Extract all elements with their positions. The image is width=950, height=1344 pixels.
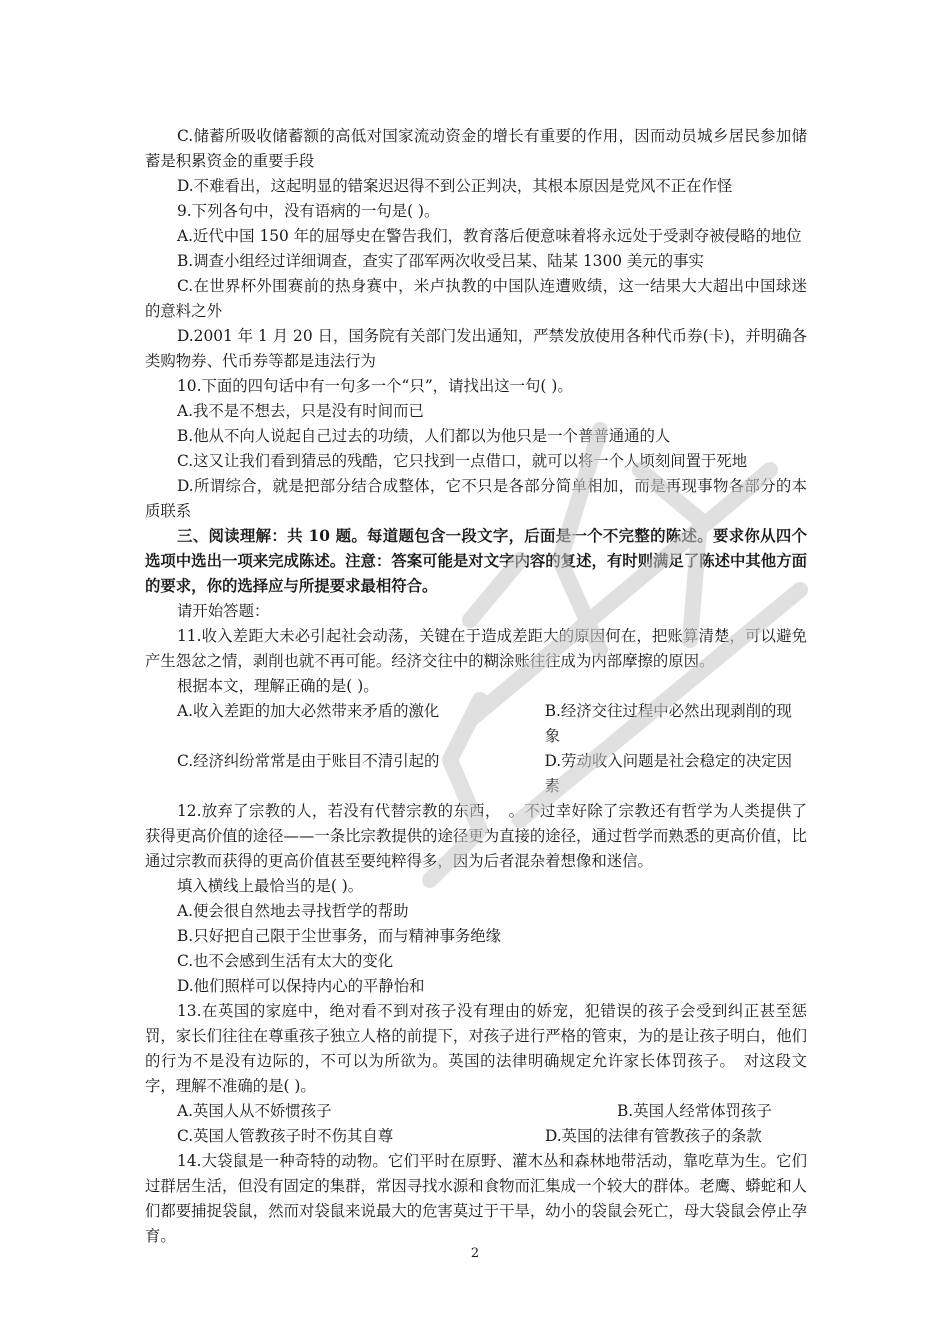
q12-prompt: 填入横线上最恰当的是( )。	[177, 877, 364, 895]
q11-option-a: A.收入差距的加大必然带来矛盾的激化	[177, 702, 440, 720]
q10-option-d: D.所谓综合，就是把部分结合成整体，它不只是各部分简单相加，而是再现事物各部分的本质联系	[145, 477, 807, 520]
q12-option-a: A.便会很自然地去寻找哲学的帮助	[177, 902, 409, 920]
q11-option-b: B.经济交往过程中必然出现剥削的现象	[544, 702, 792, 745]
q13-options-row-2	[145, 1124, 807, 1149]
q13-option-c: C.英国人管教孩子时不伤其自尊	[177, 1127, 394, 1145]
question-12: 12.放弃了宗教的人，若没有代替宗教的东西， 。不过幸好除了宗教还有哲学为人类提供了获得更高价值的途径——一条比宗教提供的途径更为直接的途径，通过哲学而熟悉的更高价值，比通过宗教而获得的更高价值甚至要纯粹得多，因为后者混杂着想像和迷信。	[145, 802, 807, 870]
q9-option-c: C.在世界杯外围赛前的热身赛中，米卢执教的中国队连遭败绩，这一结果大大超出中国球迷的意料之外	[145, 277, 807, 320]
q13-option-d: D.英国的法律有管教孩子的条款	[545, 1127, 762, 1145]
q13-options-row-1	[145, 1099, 807, 1124]
question-13: 13.在英国的家庭中，绝对看不到对孩子没有理由的娇宠，犯错误的孩子会受到纠正甚至惩罚，家长们往往在尊重孩子独立人格的前提下，对孩子进行严格的管束，为的是让孩子明白，他们的行为不是没有边际的，不可以为所欲为。英国的法律明确规定允许家长体罚孩子。 对这段文字，理解不准确的是( )。	[145, 1002, 807, 1095]
q11-prompt: 根据本文，理解正确的是( )。	[177, 677, 379, 695]
q11-option-c: C.经济纠纷常常是由于账目不清引起的	[177, 752, 440, 770]
q11-options-row-1	[145, 699, 807, 749]
q8-option-c: C.储蓄所吸收储蓄额的高低对国家流动资金的增长有重要的作用，因而动员城乡居民参加储蓄是积累资金的重要手段	[145, 127, 807, 170]
q9-option-b: B.调查小组经过详细调查，查实了邵军两次收受吕某、陆某 1300 美元的事实	[177, 252, 704, 270]
q10-option-c: C.这又让我们看到猜忌的残酷，它只找到一点借口，就可以将一个人顷刻间置于死地	[177, 452, 748, 470]
q12-option-d: D.他们照样可以保持内心的平静怡和	[177, 977, 425, 995]
q9-option-d: D.2001 年 1 月 20 日，国务院有关部门发出通知，严禁发放使用各种代币券(卡)，并明确各类购物券、代币券等都是违法行为	[145, 327, 807, 370]
question-14: 14.大袋鼠是一种奇特的动物。它们平时在原野、灌木丛和森林地带活动，靠吃草为生。它们过群居生活，但没有固定的集群，常因寻找水源和食物而汇集成一个较大的群体。老鹰、蟒蛇和人们都要捕捉袋鼠，然而对袋鼠来说最大的危害莫过于干旱，幼小的袋鼠会死亡，母大袋鼠会停止孕育。	[145, 1152, 807, 1245]
q12-option-b: B.只好把自己限于尘世事务，而与精神事务绝缘	[177, 927, 502, 945]
q9-option-a: A.近代中国 150 年的屈辱史在警告我们，教育落后便意味着将永远处于受剥夺被侵略的地位	[177, 227, 802, 245]
q11-option-d: D.劳动收入问题是社会稳定的决定因素	[544, 752, 792, 795]
q8-option-d: D.不难看出，这起明显的错案迟迟得不到公正判决，其根本原因是党风不正在作怪	[177, 177, 733, 195]
question-10: 10.下面的四句话中有一句多一个“只”，请找出这一句( )。	[177, 377, 573, 395]
section-3-heading: 三、阅读理解：共 10 题。每道题包含一段文字，后面是一个不完整的陈述。要求你从四个选项中选出一项来完成陈述。注意：答案可能是对文字内容的复述，有时则满足了陈述中其他方面的要求，你的选择应与所提要求最相符合。	[145, 527, 807, 595]
q10-option-b: B.他从不向人说起自己过去的功绩，人们都以为他只是一个普普通通的人	[177, 427, 671, 445]
q13-option-a: A.英国人从不娇惯孩子	[177, 1102, 332, 1120]
page-number: 2	[470, 1246, 480, 1261]
page-content	[145, 124, 807, 1249]
q13-option-b: B.英国人经常体罚孩子	[617, 1102, 772, 1120]
q11-options-row-2	[145, 749, 807, 799]
q12-option-c: C.也不会感到生活有太大的变化	[177, 952, 394, 970]
question-9: 9.下列各句中，没有语病的一句是( )。	[177, 202, 440, 220]
q10-option-a: A.我不是不想去，只是没有时间而已	[177, 402, 424, 420]
question-11: 11.收入差距大未必引起社会动荡，关键在于造成差距大的原因何在，把账算清楚，可以避免产生怨忿之情，剥削也就不再可能。经济交往中的糊涂账往往成为内部摩擦的原因。	[145, 627, 807, 670]
start-prompt: 请开始答题：	[177, 602, 270, 620]
